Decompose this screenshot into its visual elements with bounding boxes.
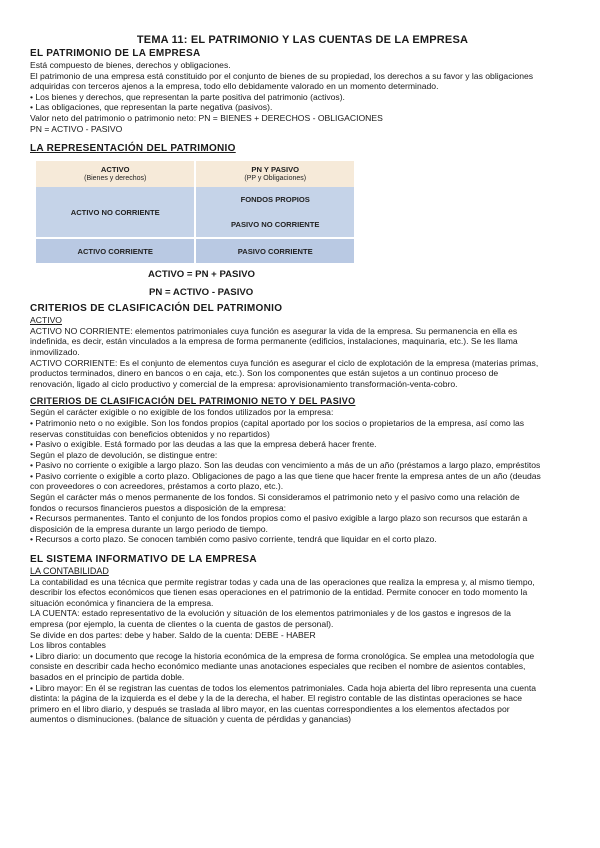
text-line: Según el carácter más o menos permanente de los fondos. Si consideramos el patrimonio neto y el pasivo como una relación de <box>30 492 520 503</box>
text-line: • Patrimonio neto o no exigible. Son los fondos propios (capital aportado por los socios o propietarios de la empresa, así como las <box>30 417 525 428</box>
text-line: • Recursos a corto plazo. Se conocen también como pasivo corriente, tendrá que liquidar en el corto plazo. <box>30 534 437 545</box>
text-line: primero en el libro diario, y después se traslada al libro mayor, en las cuentas correspondientes a los elementos afectados por <box>30 703 510 714</box>
text-line: • Pasivo o exigible. Está formado por las deudas a las que la empresa deberá hacer frente. <box>30 439 377 450</box>
table-header-pn-label: PN Y PASIVO <box>251 165 300 175</box>
section-heading-criterios-pn: CRITERIOS DE CLASIFICACIÓN DEL PATRIMONIO NETO Y DEL PASIVO <box>30 396 356 407</box>
text-line: LA CUENTA: estado representativo de la evolución y situación de los elementos patrimoniales y de los gastos e ingresos de la <box>30 608 511 619</box>
text-line: con proveedores o con acreedores, préstamos a corto plazo, etc.). <box>30 481 284 492</box>
table-header-activo-sub: (Bienes y derechos) <box>84 175 147 183</box>
formula-pn: PN = ACTIVO - PASIVO <box>149 287 254 299</box>
text-line: Los libros contables <box>30 640 106 651</box>
text-line: El patrimonio de una empresa está constituido por el conjunto de bienes de su propiedad, los derechos a su favor y las obligaciones <box>30 70 534 81</box>
text-line: • Libro mayor: En él se registran las cuentas de todos los elementos patrimoniales. Cada hoja abierta del libro representa una cuenta <box>30 682 537 693</box>
section-heading-representacion: LA REPRESENTACIÓN DEL PATRIMONIO <box>30 143 236 155</box>
text-line: describir los efectos económicos que tienen esas operaciones en el patrimonio de la entidad. Permite conocer en todo momento la <box>30 587 528 598</box>
table-header-activo-label: ACTIVO <box>100 165 130 175</box>
section-heading-criterios: CRITERIOS DE CLASIFICACIÓN DEL PATRIMONIO <box>30 303 283 315</box>
text-line: ACTIVO CORRIENTE: Es el conjunto de elementos cuya función es asegurar el ciclo de explotación de la empresa (materias primas, <box>30 357 539 368</box>
text-line: • Recursos permanentes. Tanto el conjunto de los fondos propios como el pasivo exigible a largo plazo son recursos que estarán a <box>30 513 528 524</box>
text-line: aumentos o disminuciones. (balance de situación y cuenta de pérdidas y ganancias) <box>30 714 352 725</box>
formula-activo: ACTIVO = PN + PASIVO <box>148 269 255 281</box>
text-line: inmovilizado. <box>30 346 80 357</box>
table-header-activo <box>36 161 195 187</box>
text-line: productos terminados, dinero en bancos o en caja, etc.). Son los componentes que están sujetos a un continuo proceso de <box>30 368 499 379</box>
table-header-pn-sub: (PP y Obligaciones) <box>244 175 307 183</box>
text-line: disposición de la empresa durante un largo periodo de tiempo. <box>30 523 268 534</box>
text-line: distinta: la página de la izquierda es el debe y la de la derecha, el haber. El registro contable de las distintas operaciones se hace <box>30 693 523 704</box>
cell-fondos-propios: FONDOS PROPIOS <box>195 187 354 212</box>
text-line: La contabilidad es una técnica que permite registrar todas y cada una de las operaciones que realiza la empresa y, al mismo tiempo, <box>30 576 535 587</box>
text-line: empresa (por ejemplo, la cuenta de clientes o la cuenta de gastos de personal). <box>30 619 334 629</box>
document-page <box>30 34 575 725</box>
text-line: • Pasivo no corriente o exigible a largo plazo. Son las deudas con vencimiento a más de un año (préstamos a largo plazo, empréstitos <box>30 460 541 471</box>
text-line: Valor neto del patrimonio o patrimonio neto: PN = BIENES + DERECHOS - OBLIGACIONES <box>30 112 383 123</box>
patrimonio-table <box>36 161 354 263</box>
text-line: • Los bienes y derechos, que representan la parte positiva del patrimonio (activos). <box>30 91 345 102</box>
cell-activo-corriente: ACTIVO CORRIENTE <box>36 238 195 263</box>
text-line: PN = ACTIVO - PASIVO <box>30 123 123 134</box>
text-line: consiste en describir cada hecho económico mediante unas anotaciones especiales que reciben el nombre de asientos contables, <box>30 661 526 672</box>
text-line: • Pasivo corriente o exigible a corto plazo. Obligaciones de pago a las que tiene que hacer frente la empresa antes de un año (deudas <box>30 470 541 481</box>
text-line: • Libro diario: un documento que recoge la historia económica de la empresa de forma cronológica. Se emplea una metodología que <box>30 650 535 661</box>
text-line: reservas constituidas con beneficios obtenidos y no repartidos) <box>30 428 270 439</box>
section-heading-patrimonio: EL PATRIMONIO DE LA EMPRESA <box>30 48 201 59</box>
text-line: • Las obligaciones, que representan la parte negativa (pasivos). <box>30 102 273 113</box>
text-line: Se divide en dos partes: debe y haber. Saldo de la cuenta: DEBE - HABER <box>30 629 316 640</box>
text-line: Está compuesto de bienes, derechos y obligaciones. <box>30 60 231 70</box>
table-header-pn-pasivo <box>195 161 354 187</box>
text-line: indefinida, es decir, están vinculados a la empresa de forma permanente (edificios, instalaciones, maquinaria, etc.). Se les llama <box>30 336 518 347</box>
section-heading-sistema: EL SISTEMA INFORMATIVO DE LA EMPRESA <box>30 554 257 566</box>
cell-activo-no-corriente: ACTIVO NO CORRIENTE <box>36 187 195 238</box>
text-line: fondos o recursos financieros puestos a disposición de la empresa: <box>30 502 287 513</box>
text-line: Según el plazo de devolución, se distingue entre: <box>30 449 218 460</box>
text-line: Según el carácter exigible o no exigible de los fondos utilizados por la empresa: <box>30 407 334 418</box>
subheading-activo: ACTIVO <box>30 315 62 326</box>
text-line: basados en el principio de partida doble. <box>30 671 185 682</box>
document-title: TEMA 11: EL PATRIMONIO Y LAS CUENTAS DE LA EMPRESA <box>136 34 469 46</box>
text-line: situación económica y financiera de la empresa. <box>30 597 214 608</box>
text-line: ACTIVO NO CORRIENTE: elementos patrimoniales cuya función es asegurar la vida de la empresa. Su permanencia en ella es <box>30 325 518 336</box>
subheading-contabilidad: LA CONTABILIDAD <box>30 566 109 577</box>
cell-pasivo-no-corriente: PASIVO NO CORRIENTE <box>195 212 354 238</box>
cell-pasivo-corriente: PASIVO CORRIENTE <box>195 238 354 263</box>
text-line: adquiridas con terceros ajenos a la empresa, todo ello debidamente valorado en un momento determinado. <box>30 81 439 92</box>
text-line: renovación, ligado al ciclo productivo y comercial de la empresa: aprovisionamiento transformación-venta-cobro. <box>30 378 458 389</box>
